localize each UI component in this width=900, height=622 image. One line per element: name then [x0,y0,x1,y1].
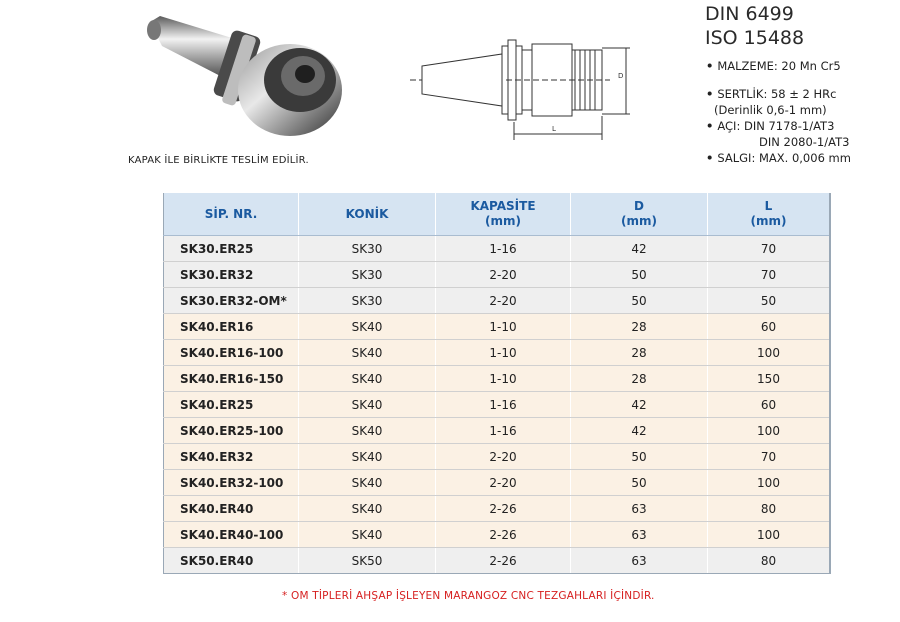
table-row [164,444,831,470]
table-row [164,418,831,444]
cell-l: 100 [708,522,831,548]
table-row [164,314,831,340]
cell-sip: SK40.ER40 [164,496,299,522]
cell-kapasite: 1-16 [436,418,571,444]
cell-sip: SK40.ER32-100 [164,470,299,496]
cell-l: 60 [708,314,831,340]
cell-kapasite: 1-10 [436,366,571,392]
cell-sip: SK40.ER25-100 [164,418,299,444]
cell-l: 150 [708,366,831,392]
cell-l: 100 [708,418,831,444]
cell-konik: SK40 [299,444,436,470]
table-row [164,548,831,574]
spec-sertlik-note: (Derinlik 0,6-1 mm) [714,103,827,117]
table-row [164,262,831,288]
cell-sip: SK40.ER40-100 [164,522,299,548]
cell-d: 50 [571,288,708,314]
cell-d: 50 [571,470,708,496]
cell-kapasite: 1-16 [436,236,571,262]
footnote: * OM TİPLERİ AHŞAP İŞLEYEN MARANGOZ CNC TEZGAHLARI İÇİNDİR. [282,590,655,602]
table-row [164,392,831,418]
table-row [164,522,831,548]
cell-l: 60 [708,392,831,418]
cell-sip: SK30.ER25 [164,236,299,262]
cell-konik: SK40 [299,470,436,496]
product-table [163,193,831,574]
standard-din: DIN 6499 [705,3,794,25]
table-row [164,236,831,262]
cell-d: 28 [571,314,708,340]
table-header-row [164,193,831,236]
cell-d: 42 [571,236,708,262]
cell-konik: SK30 [299,236,436,262]
cell-kapasite: 2-20 [436,262,571,288]
cell-sip: SK40.ER32 [164,444,299,470]
spec-list [706,58,851,166]
cell-konik: SK40 [299,340,436,366]
spec-malzeme: • MALZEME: 20 Mn Cr5 [706,59,841,73]
cell-l: 80 [708,548,831,574]
cell-kapasite: 2-26 [436,496,571,522]
cell-d: 63 [571,496,708,522]
cell-l: 50 [708,288,831,314]
standard-iso: ISO 15488 [705,27,805,49]
delivery-caption: KAPAK İLE BİRLİKTE TESLİM EDİLİR. [128,155,309,166]
cell-kapasite: 2-20 [436,444,571,470]
cell-kapasite: 1-10 [436,314,571,340]
cell-konik: SK30 [299,262,436,288]
cell-d: 28 [571,366,708,392]
cell-kapasite: 2-26 [436,522,571,548]
header-l: L (mm) [708,193,831,236]
cell-konik: SK40 [299,418,436,444]
cell-d: 63 [571,522,708,548]
table-row [164,340,831,366]
cell-sip: SK40.ER25 [164,392,299,418]
cell-sip: SK30.ER32 [164,262,299,288]
cell-sip: SK30.ER32-OM* [164,288,299,314]
table-row [164,470,831,496]
table-row [164,496,831,522]
cell-l: 80 [708,496,831,522]
spec-aci-2: DIN 2080-1/AT3 [759,135,850,149]
tool-holder-photo [140,10,350,150]
cell-sip: SK40.ER16-100 [164,340,299,366]
cell-d: 50 [571,262,708,288]
header-konik: KONİK [299,193,436,236]
cell-l: 70 [708,262,831,288]
table-row [164,288,831,314]
header-d: D (mm) [571,193,708,236]
spec-salgi: • SALGI: MAX. 0,006 mm [706,151,851,165]
cell-konik: SK40 [299,496,436,522]
spec-sertlik: • SERTLİK: 58 ± 2 HRc [706,87,837,101]
standards [705,2,804,50]
drawing-label-l: L [552,125,556,133]
cell-konik: SK40 [299,392,436,418]
cell-kapasite: 2-20 [436,288,571,314]
cell-konik: SK40 [299,314,436,340]
cell-konik: SK50 [299,548,436,574]
spec-aci: • AÇI: DIN 7178-1/AT3 [706,119,835,133]
cell-konik: SK40 [299,366,436,392]
cell-sip: SK50.ER40 [164,548,299,574]
drawing-label-d: D [618,72,624,80]
header-sip: SİP. NR. [164,193,299,236]
cell-l: 100 [708,340,831,366]
cell-konik: SK30 [299,288,436,314]
cell-l: 70 [708,444,831,470]
cell-sip: SK40.ER16-150 [164,366,299,392]
cell-kapasite: 1-10 [436,340,571,366]
cell-konik: SK40 [299,522,436,548]
technical-drawing [410,36,640,146]
cell-d: 42 [571,392,708,418]
cell-l: 100 [708,470,831,496]
table-row [164,366,831,392]
cell-d: 63 [571,548,708,574]
cell-kapasite: 2-26 [436,548,571,574]
cell-kapasite: 1-16 [436,392,571,418]
cell-d: 28 [571,340,708,366]
cell-kapasite: 2-20 [436,470,571,496]
header-kapasite: KAPASİTE (mm) [436,193,571,236]
cell-d: 42 [571,418,708,444]
cell-d: 50 [571,444,708,470]
cell-sip: SK40.ER16 [164,314,299,340]
cell-l: 70 [708,236,831,262]
